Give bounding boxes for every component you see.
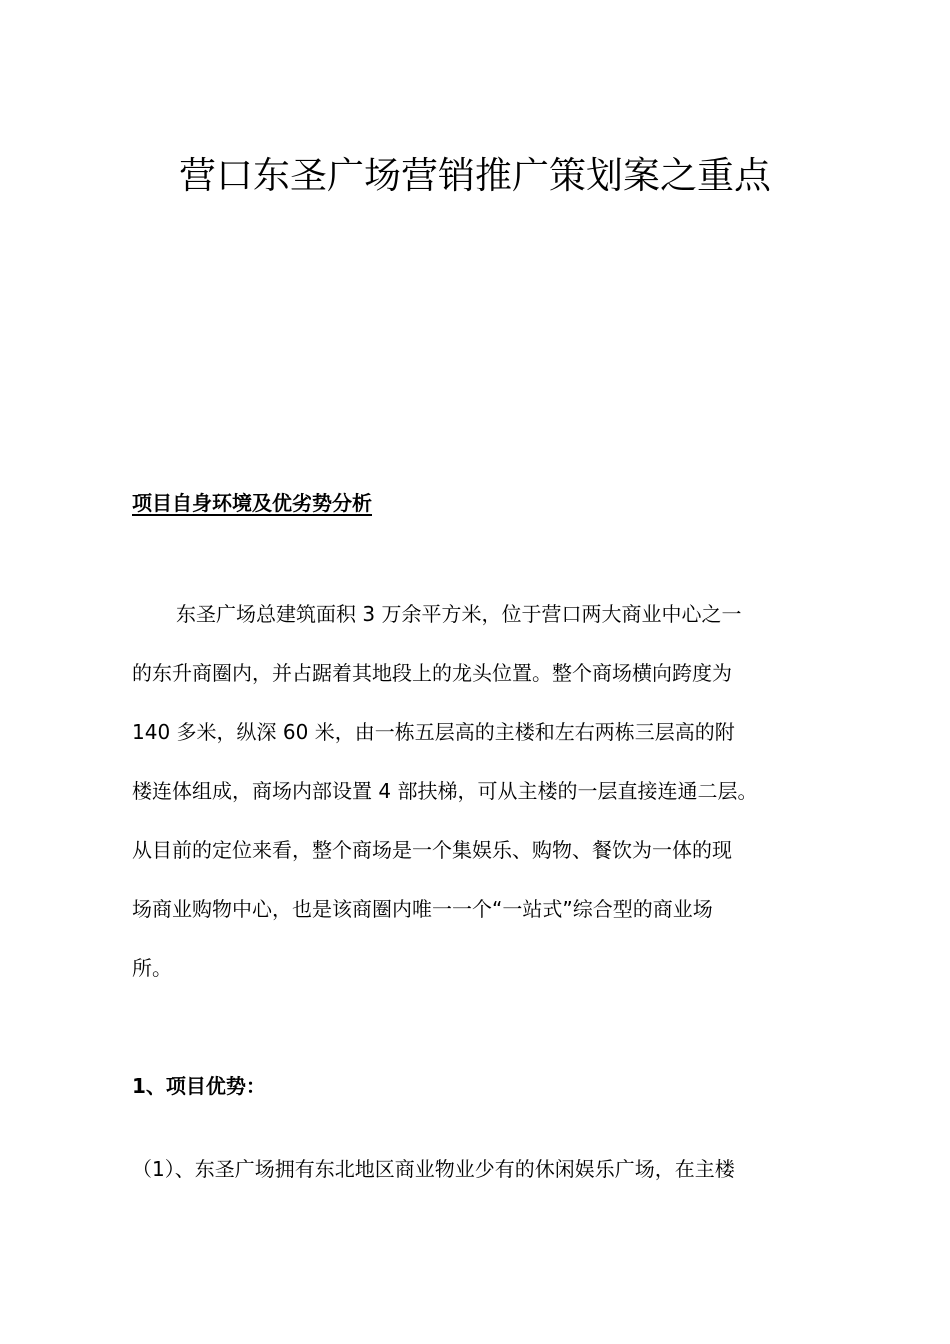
paragraph-line: 从目前的定位来看，整个商场是一个集娱乐、购物、餐饮为一体的现 bbox=[132, 838, 732, 862]
list-item: （1）、东圣广场拥有东北地区商业物业少有的休闲娱乐广场，在主楼 bbox=[132, 1157, 735, 1181]
paragraph-line: 所。 bbox=[132, 956, 172, 980]
paragraph-line: 楼连体组成，商场内部设置 4 部扶梯，可从主楼的一层直接连通二层。 bbox=[132, 779, 758, 803]
document-title: 营口东圣广场营销推广策划案之重点 bbox=[179, 154, 771, 197]
paragraph-line: 的东升商圈内，并占踞着其地段上的龙头位置。整个商场横向跨度为 bbox=[132, 661, 732, 685]
section-heading: 项目自身环境及优劣势分析 bbox=[132, 491, 372, 515]
paragraph-line: 场商业购物中心，也是该商圈内唯一一个“一站式”综合型的商业场 bbox=[132, 897, 713, 921]
paragraph-line: 140 多米，纵深 60 米，由一栋五层高的主楼和左右两栋三层高的附 bbox=[132, 720, 735, 744]
paragraph-line: 东圣广场总建筑面积 3 万余平方米，位于营口两大商业中心之一 bbox=[176, 602, 742, 626]
list-heading: 1、项目优势： bbox=[132, 1074, 266, 1098]
body-paragraph bbox=[132, 585, 832, 998]
